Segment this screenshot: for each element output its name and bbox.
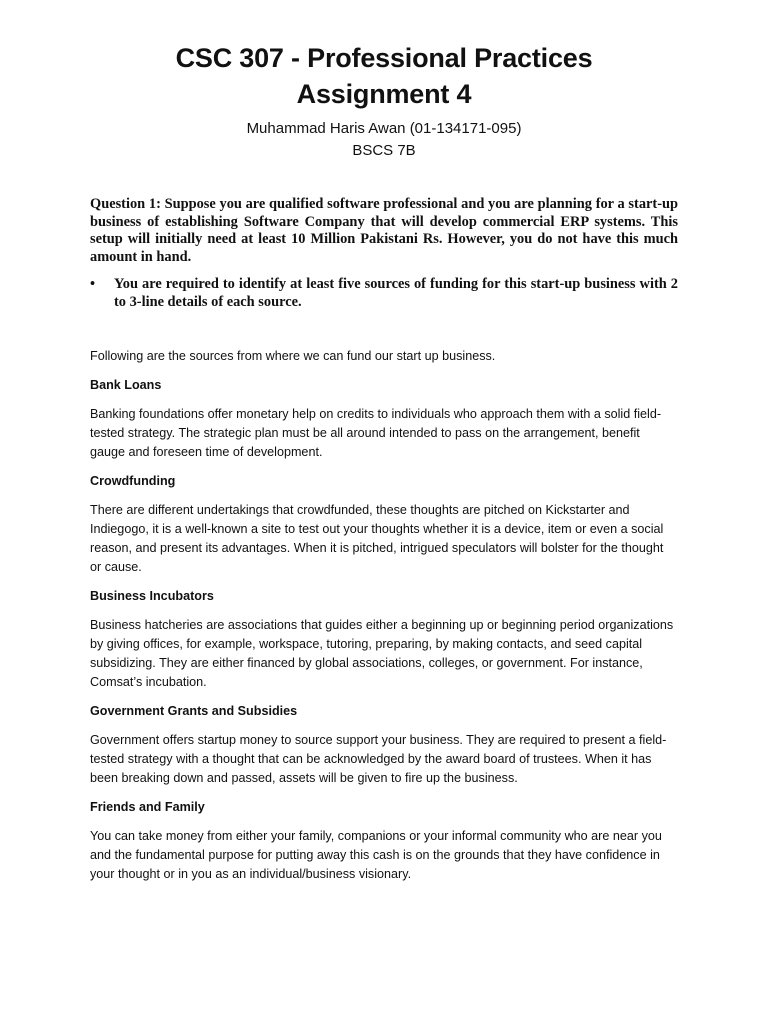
section-heading-bank-loans: Bank Loans	[90, 378, 162, 392]
section-body-friends-family: You can take money from either your family, companions or your informal community who are near you and the fundamental purpose for putting away this cash is on the grounds that they have confidence in your thought or in you as an individual/business visionary.	[90, 829, 662, 881]
class-line: BSCS 7B	[352, 142, 416, 159]
author-line: Muhammad Haris Awan (01-134171-095)	[246, 120, 522, 137]
document-header	[0, 0, 768, 162]
section-heading-friends-family: Friends and Family	[90, 800, 205, 814]
section-heading-government-grants: Government Grants and Subsidies	[90, 704, 298, 718]
question-bullet-list	[90, 276, 678, 311]
bullet-icon: •	[90, 276, 96, 292]
question-text: Question 1: Suppose you are qualified software professional and you are planning for a start-up business of establishing Software Company that will develop commercial ERP systems. This setup will initially need at least 10 Million Pakistani Rs. However, you do not have this much amount in hand.	[90, 196, 678, 265]
answer-intro: Following are the sources from where we can fund our start up business.	[90, 349, 496, 363]
question-block	[90, 196, 678, 311]
question-bullet-item	[90, 276, 678, 311]
section-body-bank-loans: Banking foundations offer monetary help on credits to individuals who approach them with a solid field-tested strategy. The strategic plan must be all around intended to pass on the arrangement, benefit gauge and foreseen time of development.	[90, 407, 662, 459]
section-body-business-incubators: Business hatcheries are associations that guides either a beginning up or beginning period organizations by giving offices, for example, workspace, tutoring, preparing, by making contacts, and seed capital subsidizing. They are either financed by global associations, colleges, or government. For instance, Comsat’s incubation.	[90, 618, 674, 689]
section-heading-business-incubators: Business Incubators	[90, 589, 214, 603]
answer-block	[90, 347, 678, 884]
bullet-text: You are required to identify at least five sources of funding for this start-up business with 2 to 3-line details of each source.	[114, 276, 678, 310]
section-body-government-grants: Government offers startup money to source support your business. They are required to present a field-tested strategy with a thought that can be acknowledged by the award board of trustees. When it has been breaking down and passed, assets will be given to fire up the business.	[90, 733, 667, 785]
assignment-title: Assignment 4	[296, 79, 472, 109]
section-body-crowdfunding: There are different undertakings that crowdfunded, these thoughts are pitched on Kickstarter and Indiegogo, it is a well-known a site to test out your thoughts whether it is a device, item or even a social reason, and present its advantages. When it is pitched, intrigued speculators will bolster for the thought or cause.	[90, 503, 664, 574]
section-heading-crowdfunding: Crowdfunding	[90, 474, 176, 488]
course-title: CSC 307 - Professional Practices	[175, 43, 593, 73]
